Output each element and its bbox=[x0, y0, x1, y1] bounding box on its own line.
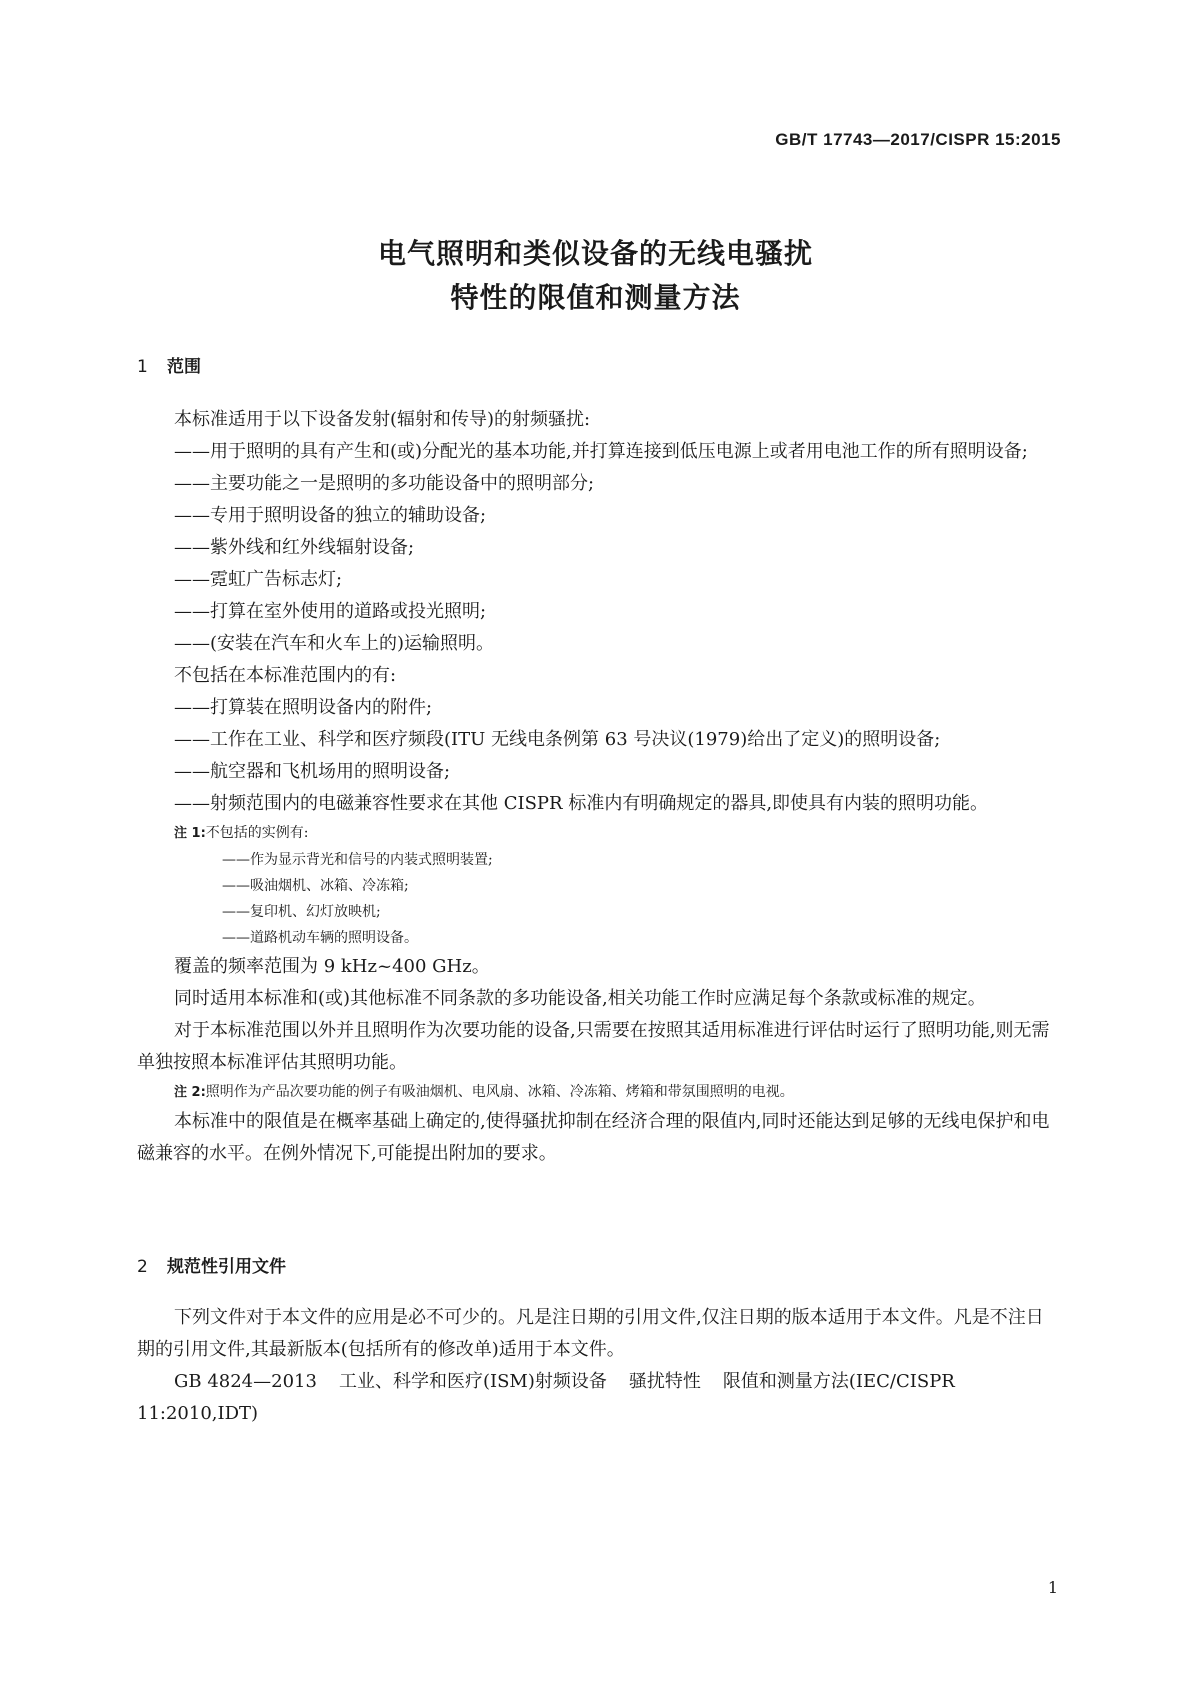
secondary-function-paragraph: 对于本标准范围以外并且照明作为次要功能的设备,只需要在按照其适用标准进行评估时运行了照明功能,则无需单独按照本标准评估其照明功能。 bbox=[137, 1020, 1050, 1073]
note-1-item: ——道路机动车辆的照明设备。 bbox=[222, 930, 418, 946]
included-item: ——主要功能之一是照明的多功能设备中的照明部分; bbox=[174, 473, 595, 494]
section-1-number: 1 bbox=[137, 357, 148, 377]
note-2-text: 照明作为产品次要功能的例子有吸油烟机、电风扇、冰箱、冷冻箱、烤箱和带氛围照明的电视。 bbox=[205, 1084, 794, 1100]
multifunction-paragraph: 同时适用本标准和(或)其他标准不同条款的多功能设备,相关功能工作时应满足每个条款或标准的规定。 bbox=[174, 988, 986, 1009]
scope-intro: 本标准适用于以下设备发射(辐射和传导)的射频骚扰: bbox=[174, 409, 591, 430]
excluded-item: ——打算装在照明设备内的附件; bbox=[174, 697, 433, 718]
included-item: ——霓虹广告标志灯; bbox=[174, 569, 343, 590]
document-title-line1: 电气照明和类似设备的无线电骚扰 bbox=[377, 237, 813, 270]
reference-entry bbox=[137, 1366, 1055, 1430]
note-2-label: 注 2: bbox=[174, 1085, 206, 1100]
section-2-heading bbox=[137, 1252, 286, 1277]
note-1-item: ——吸油烟机、冰箱、冷冻箱; bbox=[222, 878, 409, 894]
section-1-heading bbox=[137, 352, 201, 377]
note-2 bbox=[137, 1079, 1055, 1106]
document-title-line2: 特性的限值和测量方法 bbox=[450, 281, 741, 314]
reference-title-c: 限值和测量方法(IEC/CISPR 11:2010,IDT) bbox=[137, 1371, 955, 1424]
section-1-title: 范围 bbox=[167, 357, 201, 377]
included-item: ——打算在室外使用的道路或投光照明; bbox=[174, 601, 487, 622]
section-2-body bbox=[137, 1302, 1055, 1430]
note-1-item: ——复印机、幻灯放映机; bbox=[222, 904, 381, 920]
included-item: ——用于照明的具有产生和(或)分配光的基本功能,并打算连接到低压电源上或者用电池工作的所有照明设备; bbox=[174, 441, 1028, 462]
section-1-body bbox=[137, 404, 1055, 1170]
note-1-label: 注 1: bbox=[174, 826, 206, 841]
reference-code: GB 4824—2013 bbox=[174, 1371, 317, 1392]
excluded-item: ——航空器和飞机场用的照明设备; bbox=[174, 761, 451, 782]
reference-title-b: 骚扰特性 bbox=[628, 1371, 701, 1392]
page-number: 1 bbox=[1047, 1578, 1058, 1597]
excluded-item: ——工作在工业、科学和医疗频段(ITU 无线电条例第 63 号决议(1979)给出了定义)的照明设备; bbox=[174, 729, 941, 750]
reference-title-a: 工业、科学和医疗(ISM)射频设备 bbox=[338, 1371, 607, 1392]
frequency-range: 覆盖的频率范围为 9 kHz~400 GHz。 bbox=[174, 956, 490, 977]
excluded-item: ——射频范围内的电磁兼容性要求在其他 CISPR 标准内有明确规定的器具,即使具有内装的照明功能。 bbox=[174, 793, 989, 814]
note-1-text: 不包括的实例有: bbox=[205, 825, 309, 841]
section-2-title: 规范性引用文件 bbox=[167, 1257, 286, 1277]
standard-code: GB/T 17743—2017/CISPR 15:2015 bbox=[775, 130, 1061, 149]
included-item: ——专用于照明设备的独立的辅助设备; bbox=[174, 505, 487, 526]
included-item: ——(安装在汽车和火车上的)运输照明。 bbox=[174, 633, 495, 654]
excluded-intro: 不包括在本标准范围内的有: bbox=[174, 665, 397, 686]
note-1-item: ——作为显示背光和信号的内装式照明装置; bbox=[222, 852, 493, 868]
note-1 bbox=[137, 820, 1055, 951]
section-2-number: 2 bbox=[137, 1257, 148, 1277]
included-item: ——紫外线和红外线辐射设备; bbox=[174, 537, 415, 558]
normative-references-paragraph: 下列文件对于本文件的应用是必不可少的。凡是注日期的引用文件,仅注日期的版本适用于本文件。凡是不注日期的引用文件,其最新版本(包括所有的修改单)适用于本文件。 bbox=[137, 1307, 1044, 1360]
limits-paragraph: 本标准中的限值是在概率基础上确定的,使得骚扰抑制在经济合理的限值内,同时还能达到足够的无线电保护和电磁兼容的水平。在例外情况下,可能提出附加的要求。 bbox=[137, 1111, 1050, 1164]
